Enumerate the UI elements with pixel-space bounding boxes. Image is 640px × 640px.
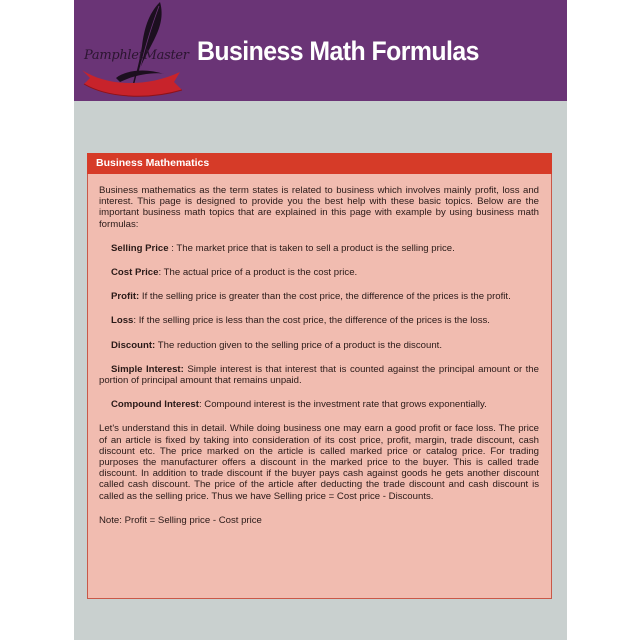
intro-paragraph: Business mathematics as the term states is related to business which involves mainly profit, loss and interest. This page is designed to provide you the best help with these basic topics. Below are the important business math topics that are explained in this page with example by using business math formulas:: [99, 185, 539, 230]
term-label: Selling Price: [111, 242, 169, 254]
term-label: Simple Interest:: [111, 363, 184, 375]
panel-heading: Business Mathematics: [96, 157, 210, 169]
term-definition: If the selling price is greater than the cost price, the difference of the prices is the profit.: [139, 291, 511, 303]
term-label: Loss: [111, 315, 134, 327]
note-text: Note: Profit = Selling price - Cost price: [99, 514, 262, 526]
pamphlet-master-logo: [76, 0, 188, 100]
panel-header: [87, 153, 552, 174]
page-title: Business Math Formulas: [197, 36, 479, 66]
header-banner: [74, 0, 567, 101]
panel-content: [99, 185, 539, 526]
term-cost-price: [99, 267, 539, 278]
explanation-paragraph: Let's understand this in detail. While doing business one may earn a good profit or face loss. The price of an article is fixed by taking into consideration of its cost price, profit, margin, trade discount, cash discount etc. The price marked on the article is called marked price or catalog price. For trading purposes the manufacturer offers a discount in the marked price to the buyer. This is called trade discount. In addition to trade discount if the buyer pays cash against goods he gets another discount called cash discount. The price of the article after deducting the trade discount and cash discount is called as the selling price. Thus we have Selling price = Cost price - Discounts.: [99, 423, 539, 502]
term-definition: : Compound interest is the investment rate that grows exponentially.: [198, 399, 487, 411]
term-simple-interest: [99, 364, 539, 386]
term-label: Cost Price: [111, 267, 159, 279]
term-definition: : If the selling price is less than the cost price, the difference of the prices is the loss.: [133, 315, 490, 327]
term-definition: : The market price that is taken to sell a product is the selling price.: [168, 242, 455, 254]
term-definition: : The actual price of a product is the cost price.: [158, 267, 358, 279]
term-selling-price: [99, 243, 539, 254]
term-compound-interest: [99, 399, 539, 410]
pamphlet-page: [74, 0, 567, 640]
business-mathematics-panel: [87, 153, 552, 599]
term-label: Profit:: [111, 291, 140, 303]
term-discount: [99, 340, 539, 351]
term-profit: [99, 291, 539, 302]
term-definition: Simple interest is that interest that is counted against the principal amount or the portion of principal amount that remains unpaid.: [99, 363, 539, 387]
term-label: Compound Interest: [111, 399, 199, 411]
term-loss: [99, 315, 539, 326]
logo-text: PamphletMaster: [84, 48, 189, 63]
term-definition: The reduction given to the selling price of a product is the discount.: [155, 339, 442, 351]
term-label: Discount:: [111, 339, 156, 351]
